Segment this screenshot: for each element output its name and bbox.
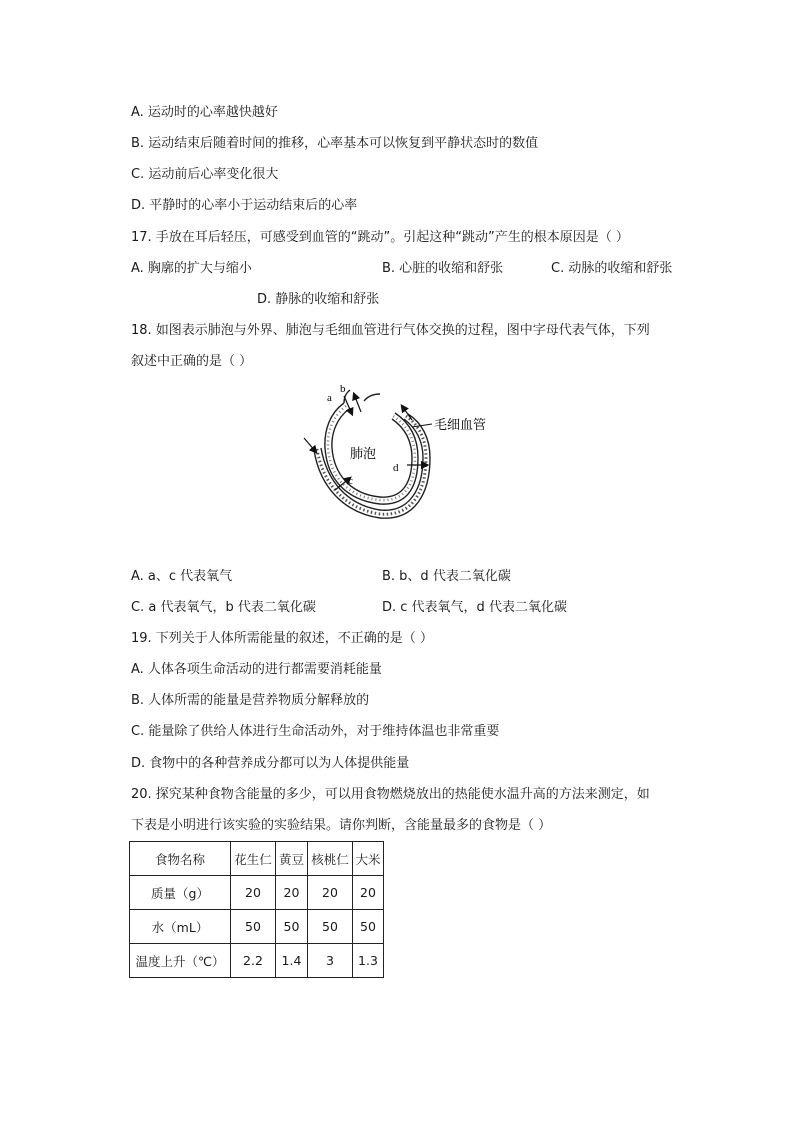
table-row [130,944,384,978]
q18-stem-line1: 18. 如图表示肺泡与外界、肺泡与毛细血管进行气体交换的过程，图中字母代表气体，下列 [131,323,650,338]
q20-stem-line2: 下表是小明进行该实验的实验结果。请你判断，含能量最多的食物是（ ） [131,818,552,833]
table-cell: 50 [231,910,276,944]
q17-option-a: A. 胸廓的扩大与缩小 [131,261,252,276]
table-cell: 质量（g） [130,876,231,910]
blood-in-arrow [304,438,316,452]
table-cell: 20 [231,876,276,910]
food-energy-table [129,841,384,978]
label-alveolus: 肺泡 [350,447,377,462]
q19-option-b: B. 人体所需的能量是营养物质分解释放的 [131,693,370,708]
q17-option-b: B. 心脏的收缩和舒张 [382,261,504,276]
q19-option-c: C. 能量除了供给人体进行生命活动外，对于维持体温也非常重要 [131,724,500,739]
q17-option-d: D. 静脉的收缩和舒张 [257,292,380,307]
table-header-row [130,842,384,876]
arrow-b [354,394,361,412]
table-cell: 50 [308,910,353,944]
label-d: d [393,462,399,474]
q16-option-c: C. 运动前后心率变化很大 [131,167,279,182]
table-cell: 50 [353,910,384,944]
label-b: b [340,383,346,395]
q16-option-d: D. 平静时的心率小于运动结束后的心率 [131,198,358,213]
q16-option-b: B. 运动结束后随着时间的推移，心率基本可以恢复到平静状态时的数值 [131,136,539,151]
q18-option-d: D. c 代表氧气，d 代表二氧化碳 [382,600,567,615]
table-cell: 20 [276,876,308,910]
q16-option-a: A. 运动时的心率越快越好 [131,105,278,120]
q18-option-b: B. b、d 代表二氧化碳 [382,569,511,584]
blood-out-arrow [402,406,412,420]
q19-option-a: A. 人体各项生命活动的进行都需要消耗能量 [131,662,382,677]
table-cell: 1.4 [276,944,308,978]
table-header-cell: 黄豆 [276,842,308,876]
q20-stem-line1: 20. 探究某种食物含能量的多少，可以用食物燃烧放出的热能使水温升高的方法来测定，如 [131,787,650,802]
q18-option-c: C. a 代表氧气，b 代表二氧化碳 [131,600,316,615]
table-cell: 2.2 [231,944,276,978]
label-capillary: 毛细血管 [434,418,487,433]
table-cell: 温度上升（℃） [130,944,231,978]
table-header-cell: 花生仁 [231,842,276,876]
table-row [130,910,384,944]
q17-option-c: C. 动脉的收缩和舒张 [551,261,673,276]
label-c: c [348,475,353,487]
table-cell: 50 [276,910,308,944]
q17-stem: 17. 手放在耳后轻压，可感受到血管的“跳动”。引起这种“跳动”产生的根本原因是（ ） [131,230,629,245]
q19-option-d: D. 食物中的各种营养成分都可以为人体提供能量 [131,756,410,771]
table-cell: 20 [353,876,384,910]
table-cell: 水（mL） [130,910,231,944]
table-header-cell: 大米 [353,842,384,876]
table-cell: 1.3 [353,944,384,978]
alveolus-diagram [300,378,500,553]
q18-stem-line2: 叙述中正确的是（ ） [131,354,253,369]
table-row [130,876,384,910]
table-cell: 3 [308,944,353,978]
q19-stem: 19. 下列关于人体所需能量的叙述，不正确的是（ ） [131,631,433,646]
label-a: a [327,392,332,404]
table-header-cell: 食物名称 [130,842,231,876]
q18-option-a: A. a、c 代表氧气 [131,569,233,584]
table-cell: 20 [308,876,353,910]
table-header-cell: 核桃仁 [308,842,353,876]
airway-right [364,394,380,401]
